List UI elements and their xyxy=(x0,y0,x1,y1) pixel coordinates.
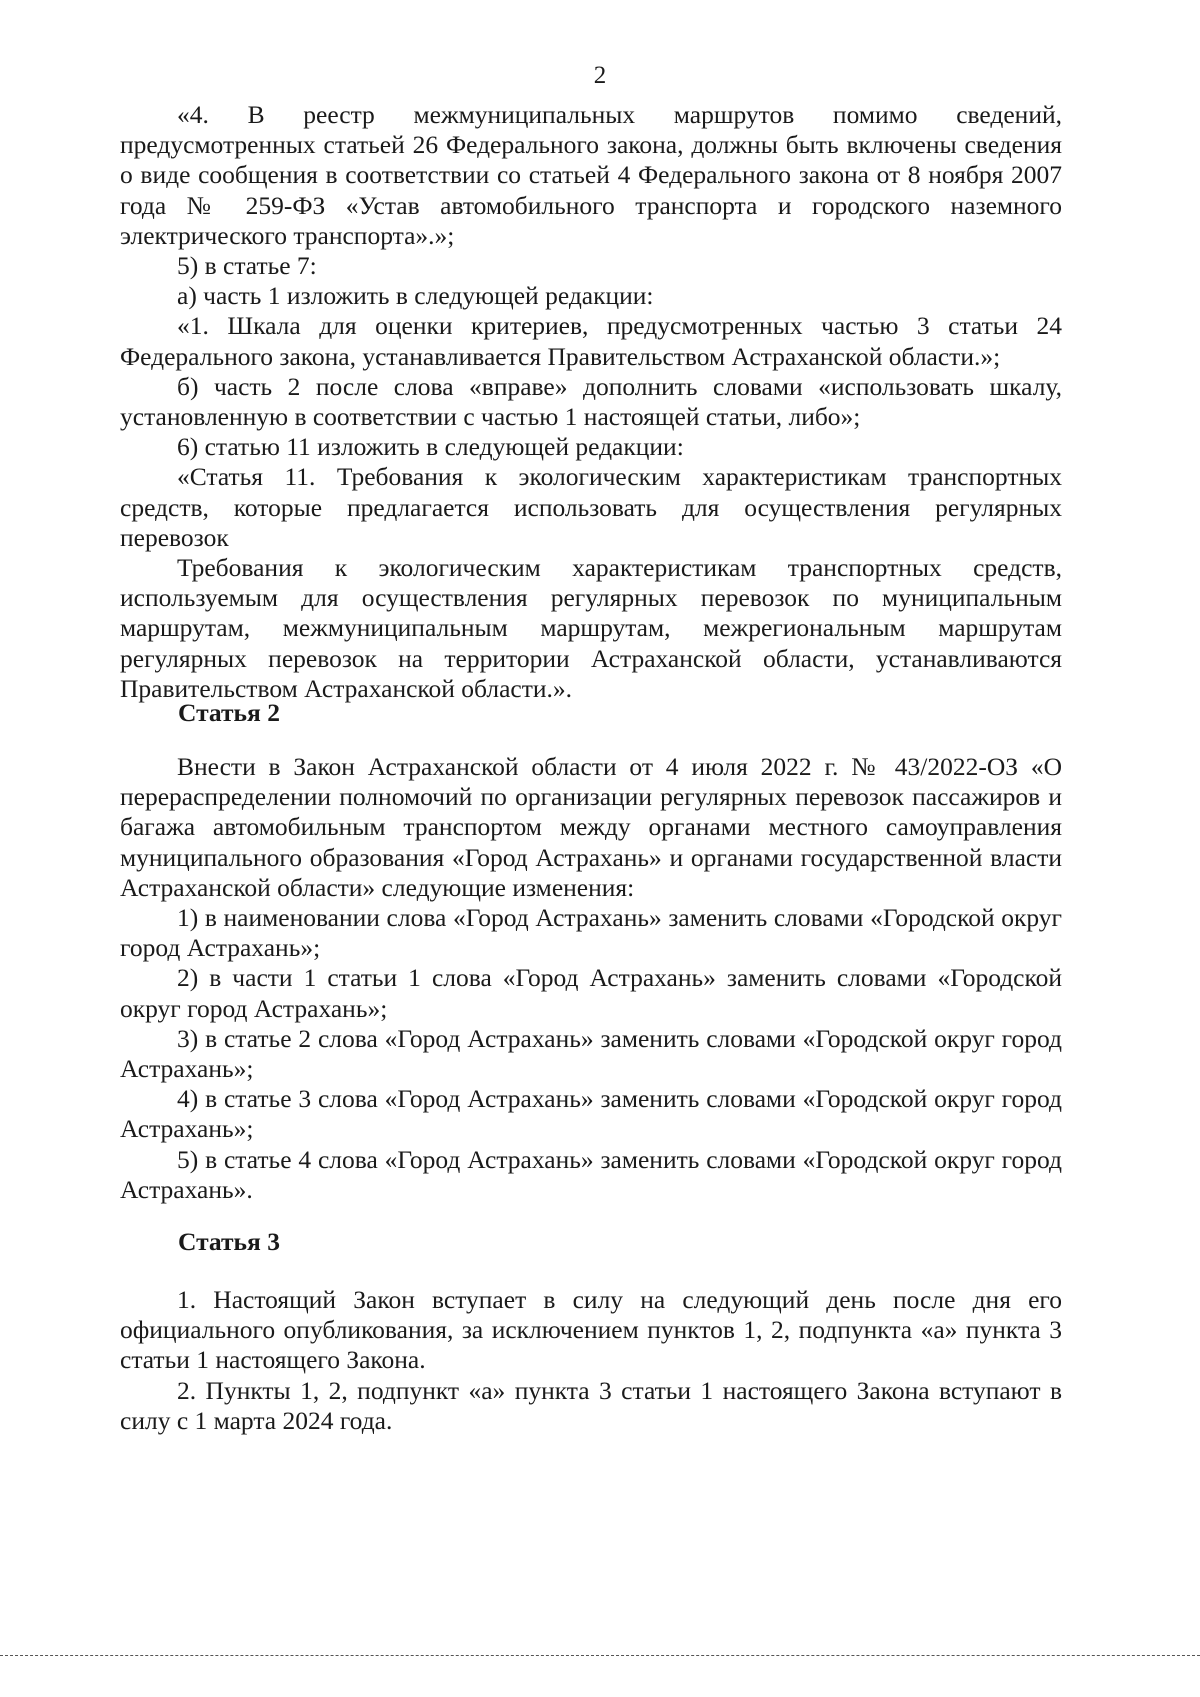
paragraph: 1. Настоящий Закон вступает в силу на следующий день после дня его официального опубликования, за исключением пунктов 1, 2, подпункта «а» пункта 3 статьи 1 настоящего Закона. xyxy=(120,1285,1062,1375)
paragraph: 4) в статье 3 слова «Город Астрахань» заменить словами «Городской округ город Астрахань»; xyxy=(120,1084,1062,1144)
paragraph: «1. Шкала для оценки критериев, предусмотренных частью 3 статьи 24 Федерального закона, устанавливается Правительством Астраханской области.»; xyxy=(120,311,1062,371)
paragraph: 6) статью 11 изложить в следующей редакции: xyxy=(177,432,684,462)
paragraph: 2) в части 1 статьи 1 слова «Город Астрахань» заменить словами «Городской округ город Астрахань»; xyxy=(120,963,1062,1023)
paragraph: «Статья 11. Требования к экологическим характеристикам транспортных средств, которые предлагается использовать для осуществления регулярных перевозок xyxy=(120,462,1062,552)
paragraph: 2. Пункты 1, 2, подпункт «а» пункта 3 статьи 1 настоящего Закона вступают в силу с 1 марта 2024 года. xyxy=(120,1375,1062,1435)
article-2-body xyxy=(120,752,1062,1205)
article-1-continuation xyxy=(120,100,1062,704)
paragraph: 5) в статье 4 слова «Город Астрахань» заменить словами «Городской округ город Астрахань». xyxy=(120,1144,1062,1204)
page-bottom-rule xyxy=(0,1655,1200,1656)
article-2-heading: Статья 2 xyxy=(178,698,280,727)
paragraph: а) часть 1 изложить в следующей редакции: xyxy=(177,281,654,311)
paragraph: 5) в статье 7: xyxy=(177,251,317,281)
paragraph: б) часть 2 после слова «вправе» дополнить словами «использовать шкалу, установленную в соответствии с частью 1 настоящей статьи, либо»; xyxy=(120,371,1062,432)
page-number: 2 xyxy=(593,62,607,89)
paragraph: «4. В реестр межмуниципальных маршрутов помимо сведений, предусмотренных статьей 26 Федерального закона, должны быть включены сведения о виде сообщения в соответствии со статьей 4 Федерального закона от 8 ноября 2007 года № 259-ФЗ «Устав автомобильного транспорта и городского наземного электрического транспорта».»; xyxy=(120,100,1062,250)
article-3-body xyxy=(120,1285,1062,1436)
paragraph: 3) в статье 2 слова «Город Астрахань» заменить словами «Городской округ город Астрахань»; xyxy=(120,1023,1062,1084)
article-3-heading: Статья 3 xyxy=(178,1227,280,1256)
paragraph: Внести в Закон Астраханской области от 4 июля 2022 г. № 43/2022-ОЗ «О перераспределении полномочий по организации регулярных перевозок пассажиров и багажа автомобильным транспортом между органами местного самоуправления муниципального образования «Город Астрахань» и органами государственной власти Астраханской области» следующие изменения: xyxy=(120,752,1062,902)
paragraph: Требования к экологическим характеристикам транспортных средств, используемым для осуществления регулярных перевозок по муниципальным маршрутам, межмуниципальным маршрутам, межрегиональным маршрутам регулярных перевозок на территории Астраханской области, устанавливаются Правительством Астраханской области.». xyxy=(120,553,1062,703)
paragraph: 1) в наименовании слова «Город Астрахань» заменить словами «Городской округ город Астрахань»; xyxy=(120,903,1062,963)
